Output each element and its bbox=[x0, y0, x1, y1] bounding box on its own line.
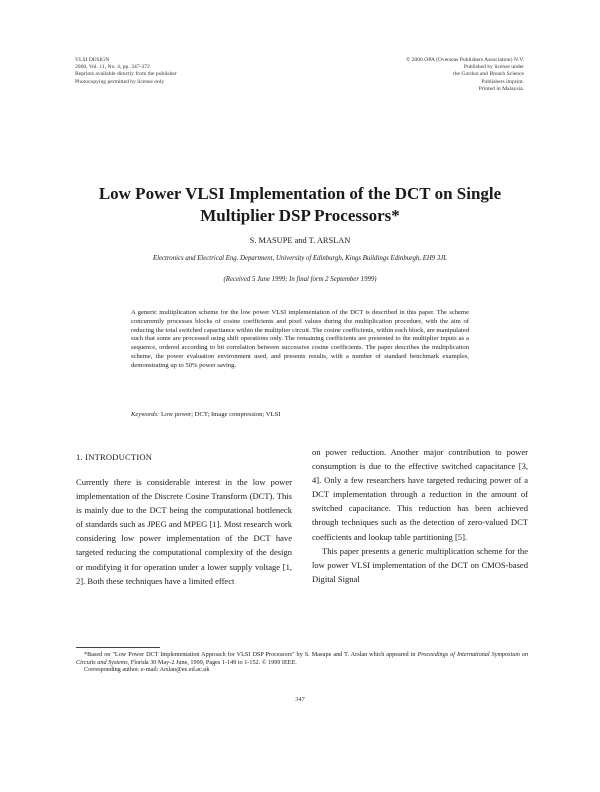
header-right-line: the Gordon and Breach Science bbox=[453, 71, 524, 78]
footnote-2: Corresponding author. e-mail: Arslan@ee.ed.ac.uk bbox=[84, 666, 210, 674]
footnote-1-details: , Florida 30 May-2 June, 1999, Pages 1-149 to 1-152. © 1999 IEEE. bbox=[127, 658, 297, 666]
received-dates: (Received 5 June 1999; In final form 2 September 1999) bbox=[223, 276, 377, 283]
header-right-line: Printed in Malaysia. bbox=[478, 85, 524, 92]
title-line-2: Multiplier DSP Processors* bbox=[200, 206, 400, 225]
header-right-line: © 2000 OPA (Overseas Publishers Association) N.V. bbox=[406, 57, 524, 63]
section-heading-introduction: 1. INTRODUCTION bbox=[76, 452, 153, 462]
affiliation: Electronics and Electrical Eng. Department, University of Edinburgh, Kings Buildings Edinburgh, EH9 3JL bbox=[152, 255, 448, 262]
body-column-right bbox=[312, 445, 528, 586]
paper-title bbox=[60, 183, 540, 227]
header-left-line: VLSI DESIGN bbox=[75, 57, 110, 63]
header-right-line: Publishers imprint. bbox=[481, 78, 524, 85]
footnote-1 bbox=[76, 651, 528, 666]
authors: S. MASUPE and T. ARSLAN bbox=[249, 236, 351, 245]
body-column-left bbox=[76, 451, 292, 588]
footnote-divider bbox=[76, 647, 160, 648]
page-number: 347 bbox=[295, 696, 305, 703]
body-paragraph: Currently there is considerable interest in the low power implementation of the Discrete Cosine Transform (DCT). This is mainly due to the DCT being the computational bottleneck of standards such as JPEG and MPEG [1]. Most research work considering low power implementation of the DCT have targeted reducing the computational complexity of the design or modifying it for operation under a lower supply voltage [1, 2]. Both these techniques have a limited effect bbox=[76, 477, 292, 586]
abstract: A generic multiplication scheme for the low power VLSI implementation of the DCT is described in this paper. The scheme concurrently processes blocks of cosine coefficients and pixel values during the multiplication procedure, with the aim of reducing the total switched capacitance within the multiplier circuit. The cosine coefficients, within each block, are manipulated such that some are processed using shift operations only. The remaining coefficients are presented to the multiplier inputs as a sequence, ordered according to bit correlation between successive cosine coefficients. The paper describes the multiplication scheme, the power evaluation environment used, and presents results, with a number of standard benchmark examples, demonstrating up to 50% power saving. bbox=[131, 309, 469, 369]
footnote-1-text: *Based on "Low Power DCT Implementation Approach for VLSI DSP Processors" by S. Masupe and T. Arslan which appeared in bbox=[84, 651, 418, 658]
keywords-label: Keywords: bbox=[131, 411, 160, 418]
footnotes bbox=[76, 651, 528, 674]
keywords-list: Low power; DCT; Image compression; VLSI bbox=[160, 411, 281, 418]
body-paragraph: on power reduction. Another major contribution to power consumption is due to the effective switched capacitance [3, 4]. Only a few researchers have targeted reducing power of a DCT implementation through a reduction in the amount of switched capacitance. This reduction has been achieved through techniques such as the detection of zero-valued DCT coefficients and lookup table partitioning [5]. bbox=[312, 447, 528, 542]
journal-header-left bbox=[75, 57, 275, 86]
body-paragraph: This paper presents a generic multiplication scheme for the low power VLSI implementation of the DCT on CMOS-based Digital Signal bbox=[312, 545, 528, 584]
footnote-1-proceedings: Proceedings of International Symposium on Circuits and Systems bbox=[76, 651, 528, 666]
title-line-1: Low Power VLSI Implementation of the DCT on Single bbox=[98, 184, 502, 203]
header-left-line: Reprints available directly from the publisher bbox=[75, 71, 177, 78]
header-left-line: 2000, Vol. 11, No. 4, pp. 347-372 bbox=[75, 64, 150, 71]
journal-header-right bbox=[324, 57, 524, 93]
header-right-line: Published by license under bbox=[463, 64, 524, 71]
keywords bbox=[131, 411, 469, 418]
header-left-line: Photocopying permitted by license only bbox=[75, 78, 165, 85]
